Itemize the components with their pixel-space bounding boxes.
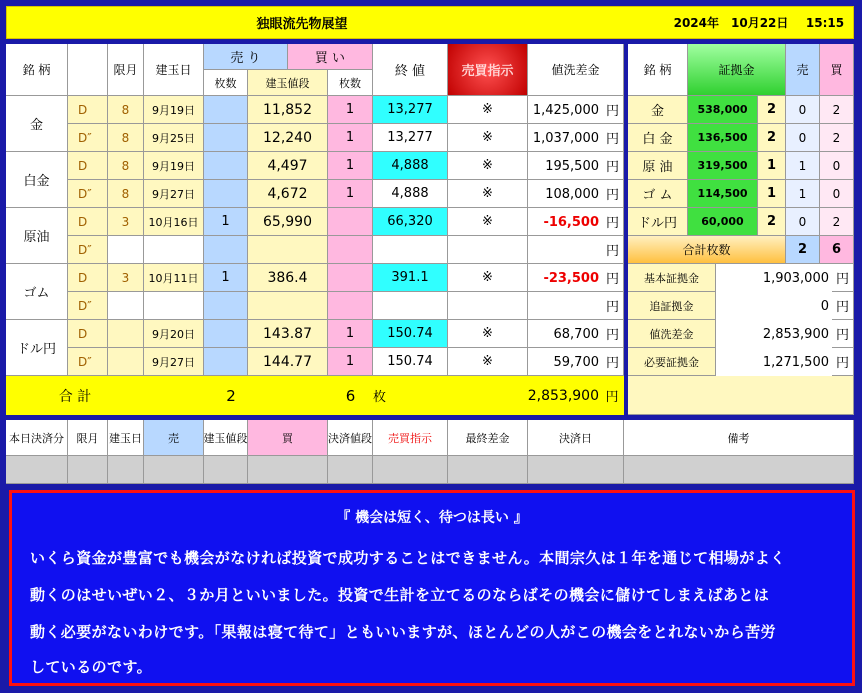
- summary-yen: 円: [832, 264, 854, 292]
- row-price: 4,672: [248, 180, 328, 208]
- settlement-header: 決済値段: [328, 420, 373, 456]
- settlement-header: 建玉日: [108, 420, 144, 456]
- settlement-empty-cell: [624, 456, 854, 484]
- row-gengetsu: 3: [108, 208, 144, 236]
- row-diff: 1,425,000: [532, 102, 599, 118]
- row-gengetsu: 8: [108, 180, 144, 208]
- side-row-name: 原 油: [628, 152, 688, 180]
- row-close: 150.74: [373, 320, 448, 348]
- side-row-margin: 60,000: [688, 208, 758, 236]
- row-close: 4,888: [373, 180, 448, 208]
- row-gengetsu: 3: [108, 264, 144, 292]
- row-yen: 円: [602, 152, 624, 180]
- message-line-1: いくら資金が豊富でも機会がなければ投資で成功することはできません。本間宗久は１年を通じて相場がよく: [30, 549, 786, 567]
- group-name: ドル円: [6, 320, 68, 376]
- row-date: [144, 236, 204, 264]
- row-diff: [528, 292, 602, 320]
- row-buy-count: 1: [328, 348, 373, 376]
- row-signal: ※: [448, 320, 528, 348]
- group-name: 原油: [6, 208, 68, 264]
- side-row-count: 1: [758, 180, 786, 208]
- row-buy-count: [328, 292, 373, 320]
- row-gengetsu: 8: [108, 152, 144, 180]
- row-date: 9月27日: [144, 348, 204, 376]
- date-label: 2024年 10月22日: [673, 16, 789, 30]
- row-buy-count: 1: [328, 152, 373, 180]
- row-date: 9月27日: [144, 180, 204, 208]
- summary-yen: 円: [832, 320, 854, 348]
- message-line-2: 動くのはせいぜい２、３か月といいました。投資で生計を立てるのならばその機会に儲けてしまえばあとは: [30, 586, 770, 604]
- row-code: D: [68, 208, 108, 236]
- row-code: D″: [68, 292, 108, 320]
- total-label: 合 計: [58, 388, 92, 405]
- side-header-shokokin: 証拠金: [688, 44, 786, 96]
- row-buy-count: 1: [328, 96, 373, 124]
- side-row-buy: 2: [820, 124, 854, 152]
- side-header-uri: 売: [786, 44, 820, 96]
- row-date: 9月19日: [144, 152, 204, 180]
- row-diff: 1,037,000: [532, 130, 599, 146]
- summary-value: 1,903,000: [716, 264, 832, 292]
- settlement-empty-cell: [528, 456, 624, 484]
- row-diff: -23,500: [543, 270, 599, 286]
- settlement-header: 本日決済分: [6, 420, 68, 456]
- row-code: D: [68, 320, 108, 348]
- side-row-sell: 0: [786, 124, 820, 152]
- row-code: D: [68, 264, 108, 292]
- row-diff: [528, 236, 602, 264]
- side-row-count: 2: [758, 96, 786, 124]
- side-row-name: ゴ ム: [628, 180, 688, 208]
- row-gengetsu: [108, 348, 144, 376]
- side-row-margin: 538,000: [688, 96, 758, 124]
- group-name: 金: [6, 96, 68, 152]
- row-buy-count: 1: [328, 124, 373, 152]
- side-row-sell: 0: [786, 208, 820, 236]
- row-gengetsu: [108, 236, 144, 264]
- row-signal: [448, 292, 528, 320]
- row-price: 12,240: [248, 124, 328, 152]
- side-row-count: 1: [758, 152, 786, 180]
- header-sell-count: 枚数: [204, 70, 248, 96]
- row-code: D: [68, 152, 108, 180]
- row-code: D″: [68, 236, 108, 264]
- side-row-buy: 2: [820, 208, 854, 236]
- summary-value: 2,853,900: [716, 320, 832, 348]
- header-tategyoku-nedan: 建玉値段: [248, 70, 328, 96]
- row-yen: 円: [602, 264, 624, 292]
- row-buy-count: 1: [328, 180, 373, 208]
- side-header-meigara: 銘 柄: [628, 44, 688, 96]
- settlement-header: 最終差金: [448, 420, 528, 456]
- row-price: 386.4: [248, 264, 328, 292]
- row-sell-count: 1: [204, 208, 248, 236]
- side-row-name: ドル円: [628, 208, 688, 236]
- row-gengetsu: [108, 292, 144, 320]
- page-title: 独眼流先物展望: [256, 17, 348, 32]
- settlement-empty-cell: [248, 456, 328, 484]
- row-price: 4,497: [248, 152, 328, 180]
- row-signal: [448, 236, 528, 264]
- header-uri: 売 り: [204, 44, 288, 70]
- row-sell-count: [204, 96, 248, 124]
- settlement-empty-cell: [204, 456, 248, 484]
- header-gengetsu: 限月: [108, 44, 144, 96]
- message-box: [9, 490, 855, 686]
- row-price: 65,990: [248, 208, 328, 236]
- row-code: D″: [68, 124, 108, 152]
- time-label: 15:15: [805, 15, 845, 30]
- row-code: D: [68, 96, 108, 124]
- row-close: [373, 236, 448, 264]
- group-name: 白金: [6, 152, 68, 208]
- row-yen: 円: [602, 180, 624, 208]
- row-yen: 円: [602, 236, 624, 264]
- group-name: ゴム: [6, 264, 68, 320]
- row-sell-count: [204, 348, 248, 376]
- row-code: D″: [68, 348, 108, 376]
- settlement-header: 限月: [68, 420, 108, 456]
- settlement-header: 備考: [624, 420, 854, 456]
- header-kai: 買 い: [288, 44, 373, 70]
- side-row-buy: 0: [820, 152, 854, 180]
- message-line-4: しているのです。: [30, 658, 153, 676]
- total-yen: 円: [605, 390, 619, 405]
- row-signal: ※: [448, 208, 528, 236]
- row-buy-count: 1: [328, 320, 373, 348]
- row-sell-count: [204, 152, 248, 180]
- header-nearai: 値洗差金: [528, 44, 624, 96]
- row-sell-count: [204, 180, 248, 208]
- row-diff: 59,700: [553, 354, 599, 370]
- side-row-margin: 136,500: [688, 124, 758, 152]
- row-diff: 195,500: [545, 158, 599, 174]
- row-close: 391.1: [373, 264, 448, 292]
- row-sell-count: 1: [204, 264, 248, 292]
- row-price: [248, 292, 328, 320]
- header-buy-count: 枚数: [328, 70, 373, 96]
- row-date: 10月16日: [144, 208, 204, 236]
- header-code: [68, 44, 108, 96]
- side-row-name: 白 金: [628, 124, 688, 152]
- row-price: 144.77: [248, 348, 328, 376]
- summary-yen: 円: [832, 348, 854, 376]
- side-total-label: 合計枚数: [628, 236, 786, 264]
- row-buy-count: [328, 208, 373, 236]
- row-diff: 108,000: [545, 186, 599, 202]
- side-row-count: 2: [758, 124, 786, 152]
- row-date: [144, 292, 204, 320]
- row-close: 150.74: [373, 348, 448, 376]
- settlement-empty-cell: [328, 456, 373, 484]
- header-tategyokubi: 建玉日: [144, 44, 204, 96]
- side-row-margin: 114,500: [688, 180, 758, 208]
- side-row-count: 2: [758, 208, 786, 236]
- row-yen: 円: [602, 292, 624, 320]
- row-signal: ※: [448, 180, 528, 208]
- side-header-kai: 買: [820, 44, 854, 96]
- settlement-empty-cell: [6, 456, 68, 484]
- side-row-sell: 1: [786, 152, 820, 180]
- row-diff: -16,500: [543, 214, 599, 230]
- side-total-sell: 2: [786, 236, 820, 264]
- row-sell-count: [204, 236, 248, 264]
- message-title: 『 機会は短く、待つは長い 』: [336, 510, 528, 526]
- summary-value: 1,271,500: [716, 348, 832, 376]
- row-gengetsu: 8: [108, 124, 144, 152]
- row-gengetsu: [108, 320, 144, 348]
- settlement-header: 売: [144, 420, 204, 456]
- row-date: 10月11日: [144, 264, 204, 292]
- side-row-buy: 2: [820, 96, 854, 124]
- summary-yen: 円: [832, 292, 854, 320]
- settlement-header: 買: [248, 420, 328, 456]
- settlement-empty-cell: [68, 456, 108, 484]
- row-signal: ※: [448, 348, 528, 376]
- settlement-header: 売買指示: [373, 420, 448, 456]
- row-gengetsu: 8: [108, 96, 144, 124]
- header-owarine: 終 値: [373, 44, 448, 96]
- total-sell: 2: [226, 386, 236, 405]
- row-close: [373, 292, 448, 320]
- row-yen: 円: [602, 96, 624, 124]
- row-yen: 円: [602, 348, 624, 376]
- row-signal: ※: [448, 124, 528, 152]
- settlement-empty-cell: [144, 456, 204, 484]
- row-close: 13,277: [373, 124, 448, 152]
- side-row-sell: 1: [786, 180, 820, 208]
- summary-label: 必要証拠金: [628, 348, 716, 376]
- settlement-empty-cell: [373, 456, 448, 484]
- row-sell-count: [204, 292, 248, 320]
- summary-value: 0: [716, 292, 832, 320]
- settlement-header: 決済日: [528, 420, 624, 456]
- row-buy-count: [328, 264, 373, 292]
- row-signal: ※: [448, 264, 528, 292]
- side-total-buy: 6: [820, 236, 854, 264]
- summary-label: 追証拠金: [628, 292, 716, 320]
- row-code: D″: [68, 180, 108, 208]
- row-close: 13,277: [373, 96, 448, 124]
- settlement-empty-cell: [108, 456, 144, 484]
- row-buy-count: [328, 236, 373, 264]
- row-price: 143.87: [248, 320, 328, 348]
- row-date: 9月19日: [144, 96, 204, 124]
- side-row-margin: 319,500: [688, 152, 758, 180]
- message-line-3: 動く必要がないわけです。「果報は寝て待て」ともいいますが、ほとんどの人がこの機会をとれないから苦労: [30, 623, 776, 641]
- settlement-empty-cell: [448, 456, 528, 484]
- row-date: 9月20日: [144, 320, 204, 348]
- header-baibai: 売買指示: [448, 44, 528, 96]
- row-yen: 円: [602, 208, 624, 236]
- row-yen: 円: [602, 320, 624, 348]
- total-unit: 枚: [373, 390, 387, 405]
- side-empty-footer: [628, 376, 854, 415]
- total-diff: 2,853,900: [527, 387, 599, 404]
- row-sell-count: [204, 124, 248, 152]
- summary-label: 値洗差金: [628, 320, 716, 348]
- side-row-name: 金: [628, 96, 688, 124]
- total-buy: 6: [345, 386, 356, 405]
- settlement-header: 建玉値段: [204, 420, 248, 456]
- summary-label: 基本証拠金: [628, 264, 716, 292]
- side-row-buy: 0: [820, 180, 854, 208]
- row-diff: 68,700: [553, 326, 599, 342]
- row-price: [248, 236, 328, 264]
- row-yen: 円: [602, 124, 624, 152]
- header-meigara: 銘 柄: [6, 44, 68, 96]
- row-close: 66,320: [373, 208, 448, 236]
- row-signal: ※: [448, 96, 528, 124]
- row-signal: ※: [448, 152, 528, 180]
- row-close: 4,888: [373, 152, 448, 180]
- row-price: 11,852: [248, 96, 328, 124]
- row-date: 9月25日: [144, 124, 204, 152]
- side-row-sell: 0: [786, 96, 820, 124]
- row-sell-count: [204, 320, 248, 348]
